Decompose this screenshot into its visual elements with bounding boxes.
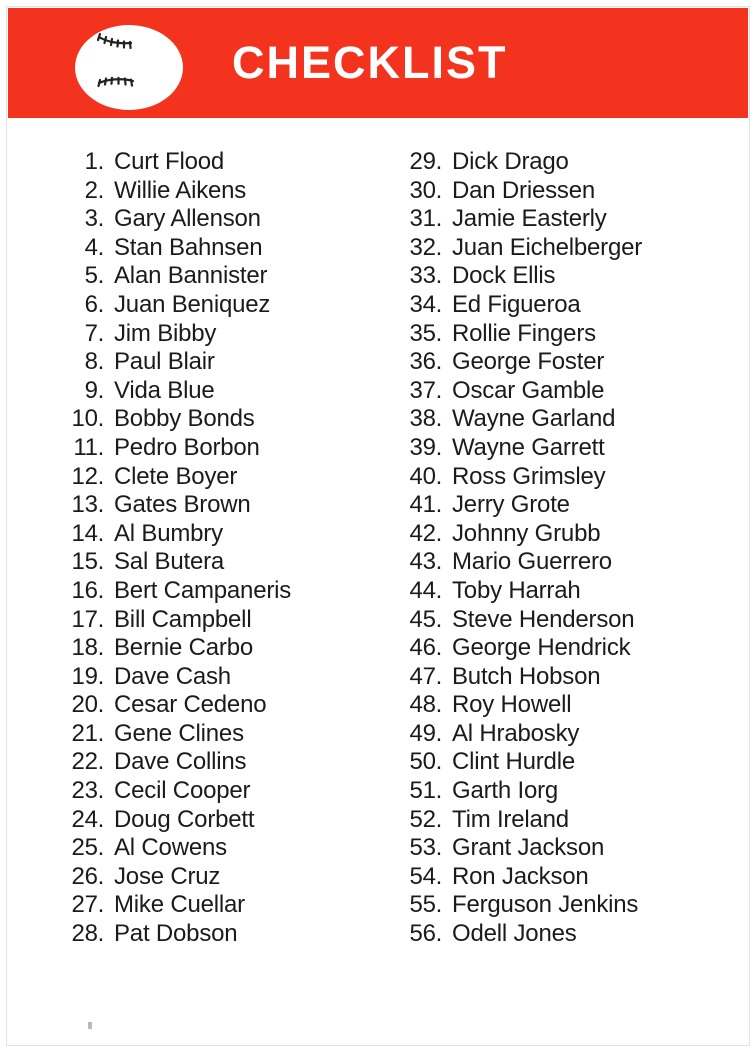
list-item[interactable] (398, 548, 738, 577)
item-number: 55. (409, 891, 442, 919)
item-number: 9. (84, 376, 104, 404)
checklist-body (8, 118, 748, 1044)
list-item[interactable] (398, 891, 738, 920)
item-name: Dan Driessen (452, 176, 595, 204)
item-number: 43. (409, 548, 442, 576)
item-name: Oscar Gamble (452, 376, 605, 404)
list-item[interactable] (398, 434, 738, 463)
item-name: Garth Iorg (452, 777, 559, 805)
item-name: Curt Flood (114, 148, 225, 175)
list-item[interactable] (398, 777, 738, 806)
item-name: Paul Blair (114, 348, 215, 376)
item-name: George Foster (452, 348, 605, 376)
item-number: 19. (71, 662, 104, 690)
item-name: Juan Eichelberger (452, 233, 643, 261)
item-name: Toby Harrah (452, 576, 581, 604)
item-number: 26. (71, 862, 104, 890)
list-item[interactable] (398, 806, 738, 835)
item-name: Al Cowens (114, 834, 227, 862)
item-number: 47. (409, 662, 442, 690)
item-number: 41. (409, 491, 442, 519)
list-item[interactable] (60, 520, 400, 549)
item-name: Roy Howell (452, 691, 572, 719)
list-item[interactable] (60, 863, 400, 892)
list-item[interactable] (60, 234, 400, 263)
list-item[interactable] (398, 748, 738, 777)
item-number: 54. (409, 862, 442, 890)
item-number: 40. (409, 462, 442, 490)
item-name: Jerry Grote (452, 491, 570, 519)
list-item[interactable] (398, 834, 738, 863)
item-number: 32. (409, 233, 442, 261)
item-name: Ferguson Jenkins (452, 891, 639, 919)
item-number: 27. (71, 891, 104, 919)
item-name: Dave Collins (114, 748, 247, 776)
item-number: 23. (71, 777, 104, 805)
item-number: 13. (71, 491, 104, 519)
item-number: 10. (71, 405, 104, 433)
list-item[interactable] (398, 720, 738, 749)
item-number: 38. (409, 405, 442, 433)
item-name: Sal Butera (114, 548, 225, 576)
list-item[interactable] (60, 777, 400, 806)
item-name: Clint Hurdle (452, 748, 575, 776)
page-title: CHECKLIST (232, 37, 508, 88)
item-number: 7. (84, 319, 104, 347)
item-name: Jose Cruz (114, 862, 221, 890)
item-name: Dock Ellis (452, 262, 556, 290)
item-number: 2. (84, 176, 104, 204)
item-number: 28. (71, 920, 104, 948)
list-item[interactable] (398, 205, 738, 234)
list-item[interactable] (60, 606, 400, 635)
item-name: Ed Figueroa (452, 290, 581, 318)
item-number: 3. (84, 205, 104, 233)
item-number: 44. (409, 576, 442, 604)
list-item[interactable] (398, 634, 738, 663)
print-mark (88, 1022, 92, 1029)
item-name: Odell Jones (452, 920, 577, 948)
item-name: Wayne Garrett (452, 433, 605, 461)
list-item[interactable] (398, 320, 738, 349)
item-number: 39. (409, 433, 442, 461)
item-name: Bernie Carbo (114, 634, 254, 662)
item-number: 48. (409, 691, 442, 719)
item-number: 24. (71, 805, 104, 833)
item-name: Rollie Fingers (452, 319, 596, 347)
item-number: 37. (409, 376, 442, 404)
list-item[interactable] (60, 577, 400, 606)
list-item[interactable] (60, 262, 400, 291)
item-name: Mario Guerrero (452, 548, 612, 576)
item-number: 46. (409, 634, 442, 662)
list-item[interactable] (398, 691, 738, 720)
item-number: 35. (409, 319, 442, 347)
list-item[interactable] (60, 348, 400, 377)
item-number: 16. (71, 576, 104, 604)
item-name: Jim Bibby (114, 319, 217, 347)
item-name: George Hendrick (452, 634, 631, 662)
list-item[interactable] (60, 177, 400, 206)
item-name: Steve Henderson (452, 605, 635, 633)
list-item[interactable] (60, 463, 400, 492)
list-item[interactable] (398, 663, 738, 692)
item-name: Bill Campbell (114, 605, 252, 633)
item-number: 49. (409, 719, 442, 747)
item-name: Dick Drago (452, 148, 569, 175)
item-name: Wayne Garland (452, 405, 616, 433)
list-item[interactable] (60, 720, 400, 749)
item-number: 53. (409, 834, 442, 862)
item-name: Juan Beniquez (114, 290, 271, 318)
item-number: 1. (84, 148, 104, 175)
list-item[interactable] (398, 234, 738, 263)
item-number: 42. (409, 519, 442, 547)
item-name: Gene Clines (114, 719, 244, 747)
item-name: Ross Grimsley (452, 462, 606, 490)
list-item[interactable] (398, 405, 738, 434)
item-number: 45. (409, 605, 442, 633)
item-number: 22. (71, 748, 104, 776)
item-number: 50. (409, 748, 442, 776)
item-number: 15. (71, 548, 104, 576)
item-number: 18. (71, 634, 104, 662)
item-name: Clete Boyer (114, 462, 238, 490)
item-name: Al Hrabosky (452, 719, 580, 747)
list-item[interactable] (398, 463, 738, 492)
item-number: 8. (84, 348, 104, 376)
list-item[interactable] (60, 663, 400, 692)
item-name: Gates Brown (114, 491, 251, 519)
list-item[interactable] (60, 491, 400, 520)
list-item[interactable] (60, 548, 400, 577)
item-name: Stan Bahnsen (114, 233, 263, 261)
item-number: 20. (71, 691, 104, 719)
item-number: 6. (84, 290, 104, 318)
item-number: 11. (73, 433, 104, 461)
item-number: 21. (71, 719, 104, 747)
item-name: Ron Jackson (452, 862, 589, 890)
item-name: Butch Hobson (452, 662, 601, 690)
item-number: 52. (409, 805, 442, 833)
item-name: Cesar Cedeno (114, 691, 267, 719)
item-name: Mike Cuellar (114, 891, 245, 919)
item-name: Willie Aikens (114, 176, 247, 204)
item-number: 14. (71, 519, 104, 547)
item-name: Grant Jackson (452, 834, 605, 862)
list-item[interactable] (398, 520, 738, 549)
list-item[interactable] (398, 920, 738, 949)
item-number: 5. (84, 262, 104, 290)
item-name: Pedro Borbon (114, 433, 260, 461)
list-item[interactable] (60, 834, 400, 863)
baseball-icon (75, 25, 183, 110)
item-name: Vida Blue (114, 376, 215, 404)
list-item[interactable] (398, 148, 738, 177)
checklist-column-right (398, 148, 738, 949)
list-item[interactable] (398, 262, 738, 291)
list-item[interactable] (60, 320, 400, 349)
list-item[interactable] (60, 291, 400, 320)
list-item[interactable] (398, 577, 738, 606)
item-number: 51. (409, 777, 442, 805)
item-number: 36. (409, 348, 442, 376)
item-name: Johnny Grubb (452, 519, 601, 547)
item-name: Bert Campaneris (114, 576, 292, 604)
list-item[interactable] (60, 806, 400, 835)
item-number: 25. (71, 834, 104, 862)
list-item[interactable] (398, 863, 738, 892)
list-item[interactable] (60, 205, 400, 234)
card-header (8, 8, 748, 118)
item-name: Alan Bannister (114, 262, 268, 290)
item-number: 56. (409, 920, 442, 948)
list-item[interactable] (60, 891, 400, 920)
list-item[interactable] (60, 691, 400, 720)
list-item[interactable] (60, 148, 400, 177)
list-item[interactable] (60, 748, 400, 777)
item-number: 17. (71, 605, 104, 633)
list-item[interactable] (60, 405, 400, 434)
checklist-column-left (60, 148, 400, 949)
item-name: Pat Dobson (114, 920, 238, 948)
item-name: Bobby Bonds (114, 405, 255, 433)
item-name: Jamie Easterly (452, 205, 607, 233)
item-name: Cecil Cooper (114, 777, 251, 805)
item-number: 34. (409, 290, 442, 318)
list-item[interactable] (398, 491, 738, 520)
item-number: 4. (84, 233, 104, 261)
list-item[interactable] (398, 606, 738, 635)
list-item[interactable] (60, 920, 400, 949)
item-number: 31. (409, 205, 442, 233)
list-item[interactable] (398, 377, 738, 406)
list-item[interactable] (398, 348, 738, 377)
item-name: Doug Corbett (114, 805, 255, 833)
list-item[interactable] (60, 377, 400, 406)
list-item[interactable] (60, 634, 400, 663)
item-number: 30. (409, 176, 442, 204)
list-item[interactable] (60, 434, 400, 463)
item-name: Tim Ireland (452, 805, 569, 833)
item-number: 29. (409, 148, 442, 175)
list-item[interactable] (398, 291, 738, 320)
list-item[interactable] (398, 177, 738, 206)
item-number: 33. (409, 262, 442, 290)
item-name: Al Bumbry (114, 519, 223, 547)
item-name: Dave Cash (114, 662, 231, 690)
item-name: Gary Allenson (114, 205, 261, 233)
item-number: 12. (71, 462, 104, 490)
